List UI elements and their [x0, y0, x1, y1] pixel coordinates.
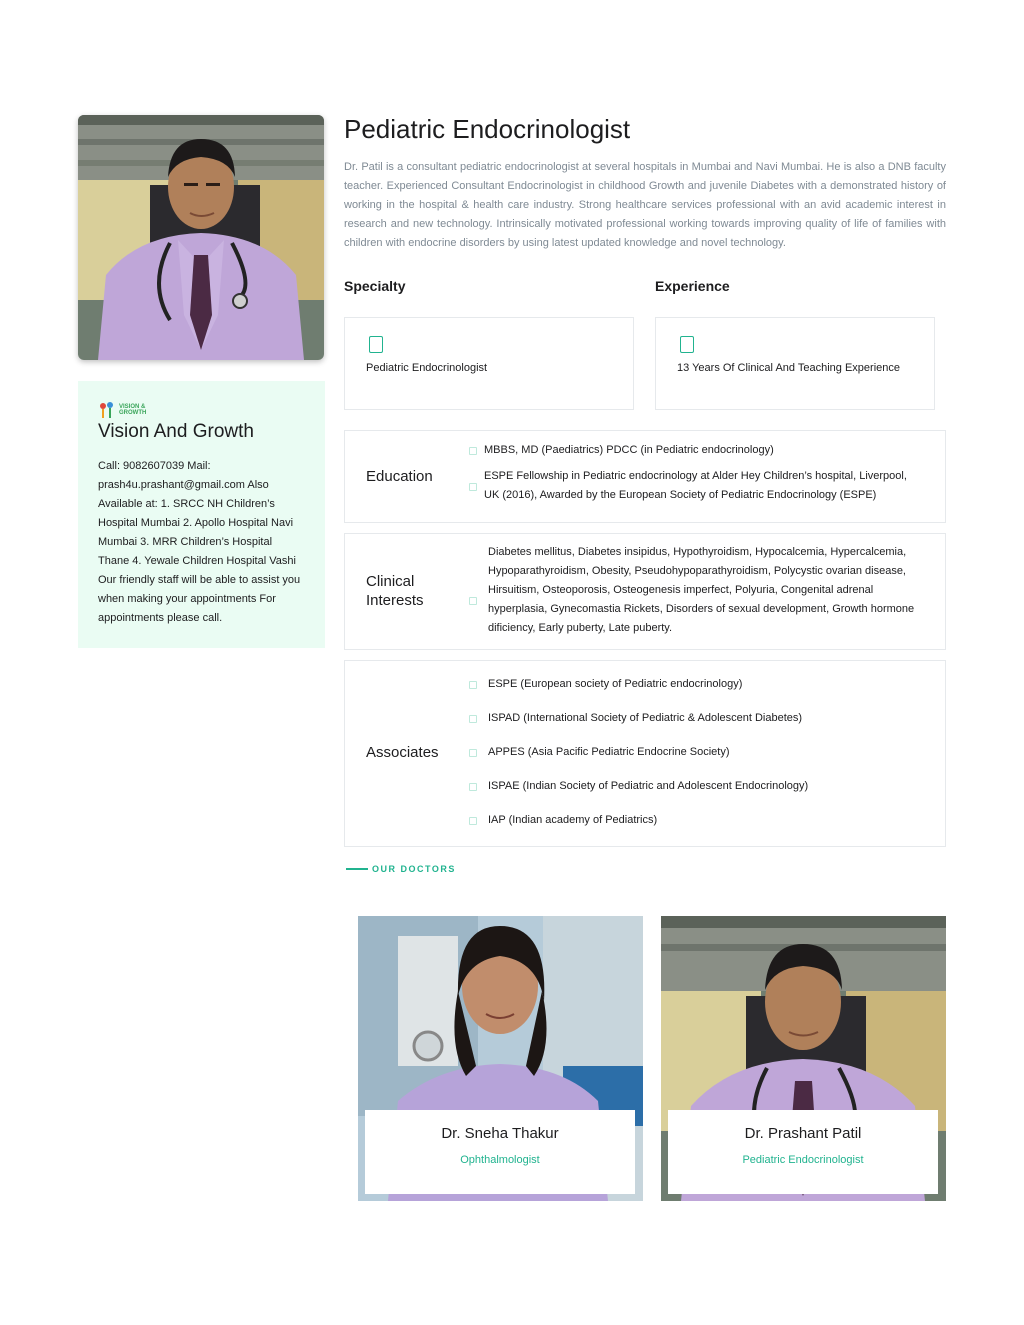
checkbox-icon	[469, 597, 477, 605]
page-title: Pediatric Endocrinologist	[344, 114, 631, 144]
doctor-caption	[365, 1110, 635, 1194]
associate-item-text: ESPE (European society of Pediatric endocrinology)	[488, 678, 743, 690]
clinical-label-line2: Interests	[366, 592, 424, 609]
checkbox-icon	[469, 783, 477, 791]
our-doctors-label	[346, 864, 456, 874]
logo-text-line2: GROWTH	[119, 410, 147, 416]
list-item	[469, 675, 925, 694]
list-item	[469, 441, 925, 460]
doctor-intro-paragraph: Dr. Patil is a consultant pediatric endocrinologist at several hospitals in Mumbai and Navi Mumbai. He is also a DNB faculty teacher. Experienced Consultant Endocrinologist in childhood Growth and juvenile Diabetes with a demonstrated history of working in the hospital & health care industry. Strong healthcare services professional with an avid academic interest in research and new technology. Intrinsically motivated professional working towards improving quality of life of families with children with endocrine disorders by using latest updated knowledge and novel technology.	[344, 161, 946, 249]
clinic-title: Vision And Growth	[98, 421, 254, 442]
doctor-portrait-image	[78, 115, 324, 360]
specialty-box	[344, 317, 634, 410]
vision-growth-logo-icon	[98, 401, 116, 419]
education-item-text: ESPE Fellowship in Pediatric endocrinology at Alder Hey Children’s hospital, Liverpool, UK (2016), Awarded by the European Society of Pediatric Endocrinology (ESPE)	[484, 470, 907, 501]
checkbox-icon	[469, 749, 477, 757]
list-item	[469, 543, 925, 638]
education-section	[344, 430, 946, 523]
clinic-logo	[98, 401, 305, 419]
clinic-contact-text: Call: 9082607039 Mail: prash4u.prashant@gmail.com Also Available at: 1. SRCC NH Children’s Hospital Mumbai 2. Apollo Hospital Navi Mumbai 3. MRR Children’s Hospital Thane 4. Yewale Children Hospital Vashi Our friendly staff will be able to assist you when making your appointments For appointments please call.	[98, 460, 301, 624]
associates-list	[469, 675, 925, 830]
associates-section	[344, 660, 946, 847]
clinical-interests-label	[366, 572, 424, 610]
specialty-heading: Specialty	[344, 278, 406, 294]
list-item	[469, 709, 925, 728]
clinical-interests-list	[469, 543, 925, 638]
checkbox-icon	[469, 483, 477, 491]
checkbox-icon	[469, 681, 477, 689]
doctor-name[interactable]: Dr. Prashant Patil	[744, 1125, 862, 1142]
document-icon	[680, 336, 694, 353]
doctor-card[interactable]	[661, 916, 946, 1201]
education-item-text: MBBS, MD (Paediatrics) PDCC (in Pediatric endocrinology)	[484, 444, 774, 456]
doctor-card[interactable]	[358, 916, 643, 1201]
associate-item-text: APPES (Asia Pacific Pediatric Endocrine Society)	[488, 746, 730, 758]
clinical-label-line1: Clinical	[366, 573, 415, 590]
list-item	[469, 467, 925, 505]
associate-item-text: ISPAE (Indian Society of Pediatric and Adolescent Endocrinology)	[488, 780, 809, 792]
associate-item-text: IAP (Indian academy of Pediatrics)	[488, 814, 658, 826]
document-icon	[369, 336, 383, 353]
experience-box	[655, 317, 935, 410]
clinical-item-text: Diabetes mellitus, Diabetes insipidus, Hypothyroidism, Hypocalcemia, Hypercalcemia, Hypoparathyroidism, Obesity, Pseudohypoparathyroidism, Polycystic ovarian disease, Hirsuitism, Osteoporosis, Osteogenesis imperfect, Polyuria, Congenital adrenal hyperplasia, Gynecomastia Rickets, Disorders of sexual development, Growth hormone dificiency, Early puberty, Late puberty.	[488, 546, 915, 634]
list-item	[469, 811, 925, 830]
checkbox-icon	[469, 817, 477, 825]
specialty-value: Pediatric Endocrinologist	[366, 362, 488, 374]
list-item	[469, 777, 925, 796]
experience-heading: Experience	[655, 278, 730, 294]
accent-line	[346, 868, 368, 870]
associate-item-text: ISPAD (International Society of Pediatric & Adolescent Diabetes)	[488, 712, 803, 724]
checkbox-icon	[469, 447, 477, 455]
clinical-interests-section	[344, 533, 946, 650]
doctor-profile-photo	[78, 115, 324, 360]
doctor-specialty: Ophthalmologist	[460, 1154, 540, 1166]
doctor-name[interactable]: Dr. Sneha Thakur	[441, 1125, 559, 1142]
checkbox-icon	[469, 715, 477, 723]
clinic-contact-card	[78, 381, 325, 648]
education-list	[469, 441, 925, 505]
our-doctors-text: OUR DOCTORS	[372, 864, 456, 874]
logo-text-line1: VISION &	[119, 404, 146, 410]
doctor-specialty: Pediatric Endocrinologist	[742, 1154, 864, 1166]
education-label: Education	[366, 468, 433, 485]
doctor-caption	[668, 1110, 938, 1194]
experience-value: 13 Years Of Clinical And Teaching Experience	[677, 362, 900, 374]
list-item	[469, 743, 925, 762]
associates-label: Associates	[366, 744, 439, 761]
